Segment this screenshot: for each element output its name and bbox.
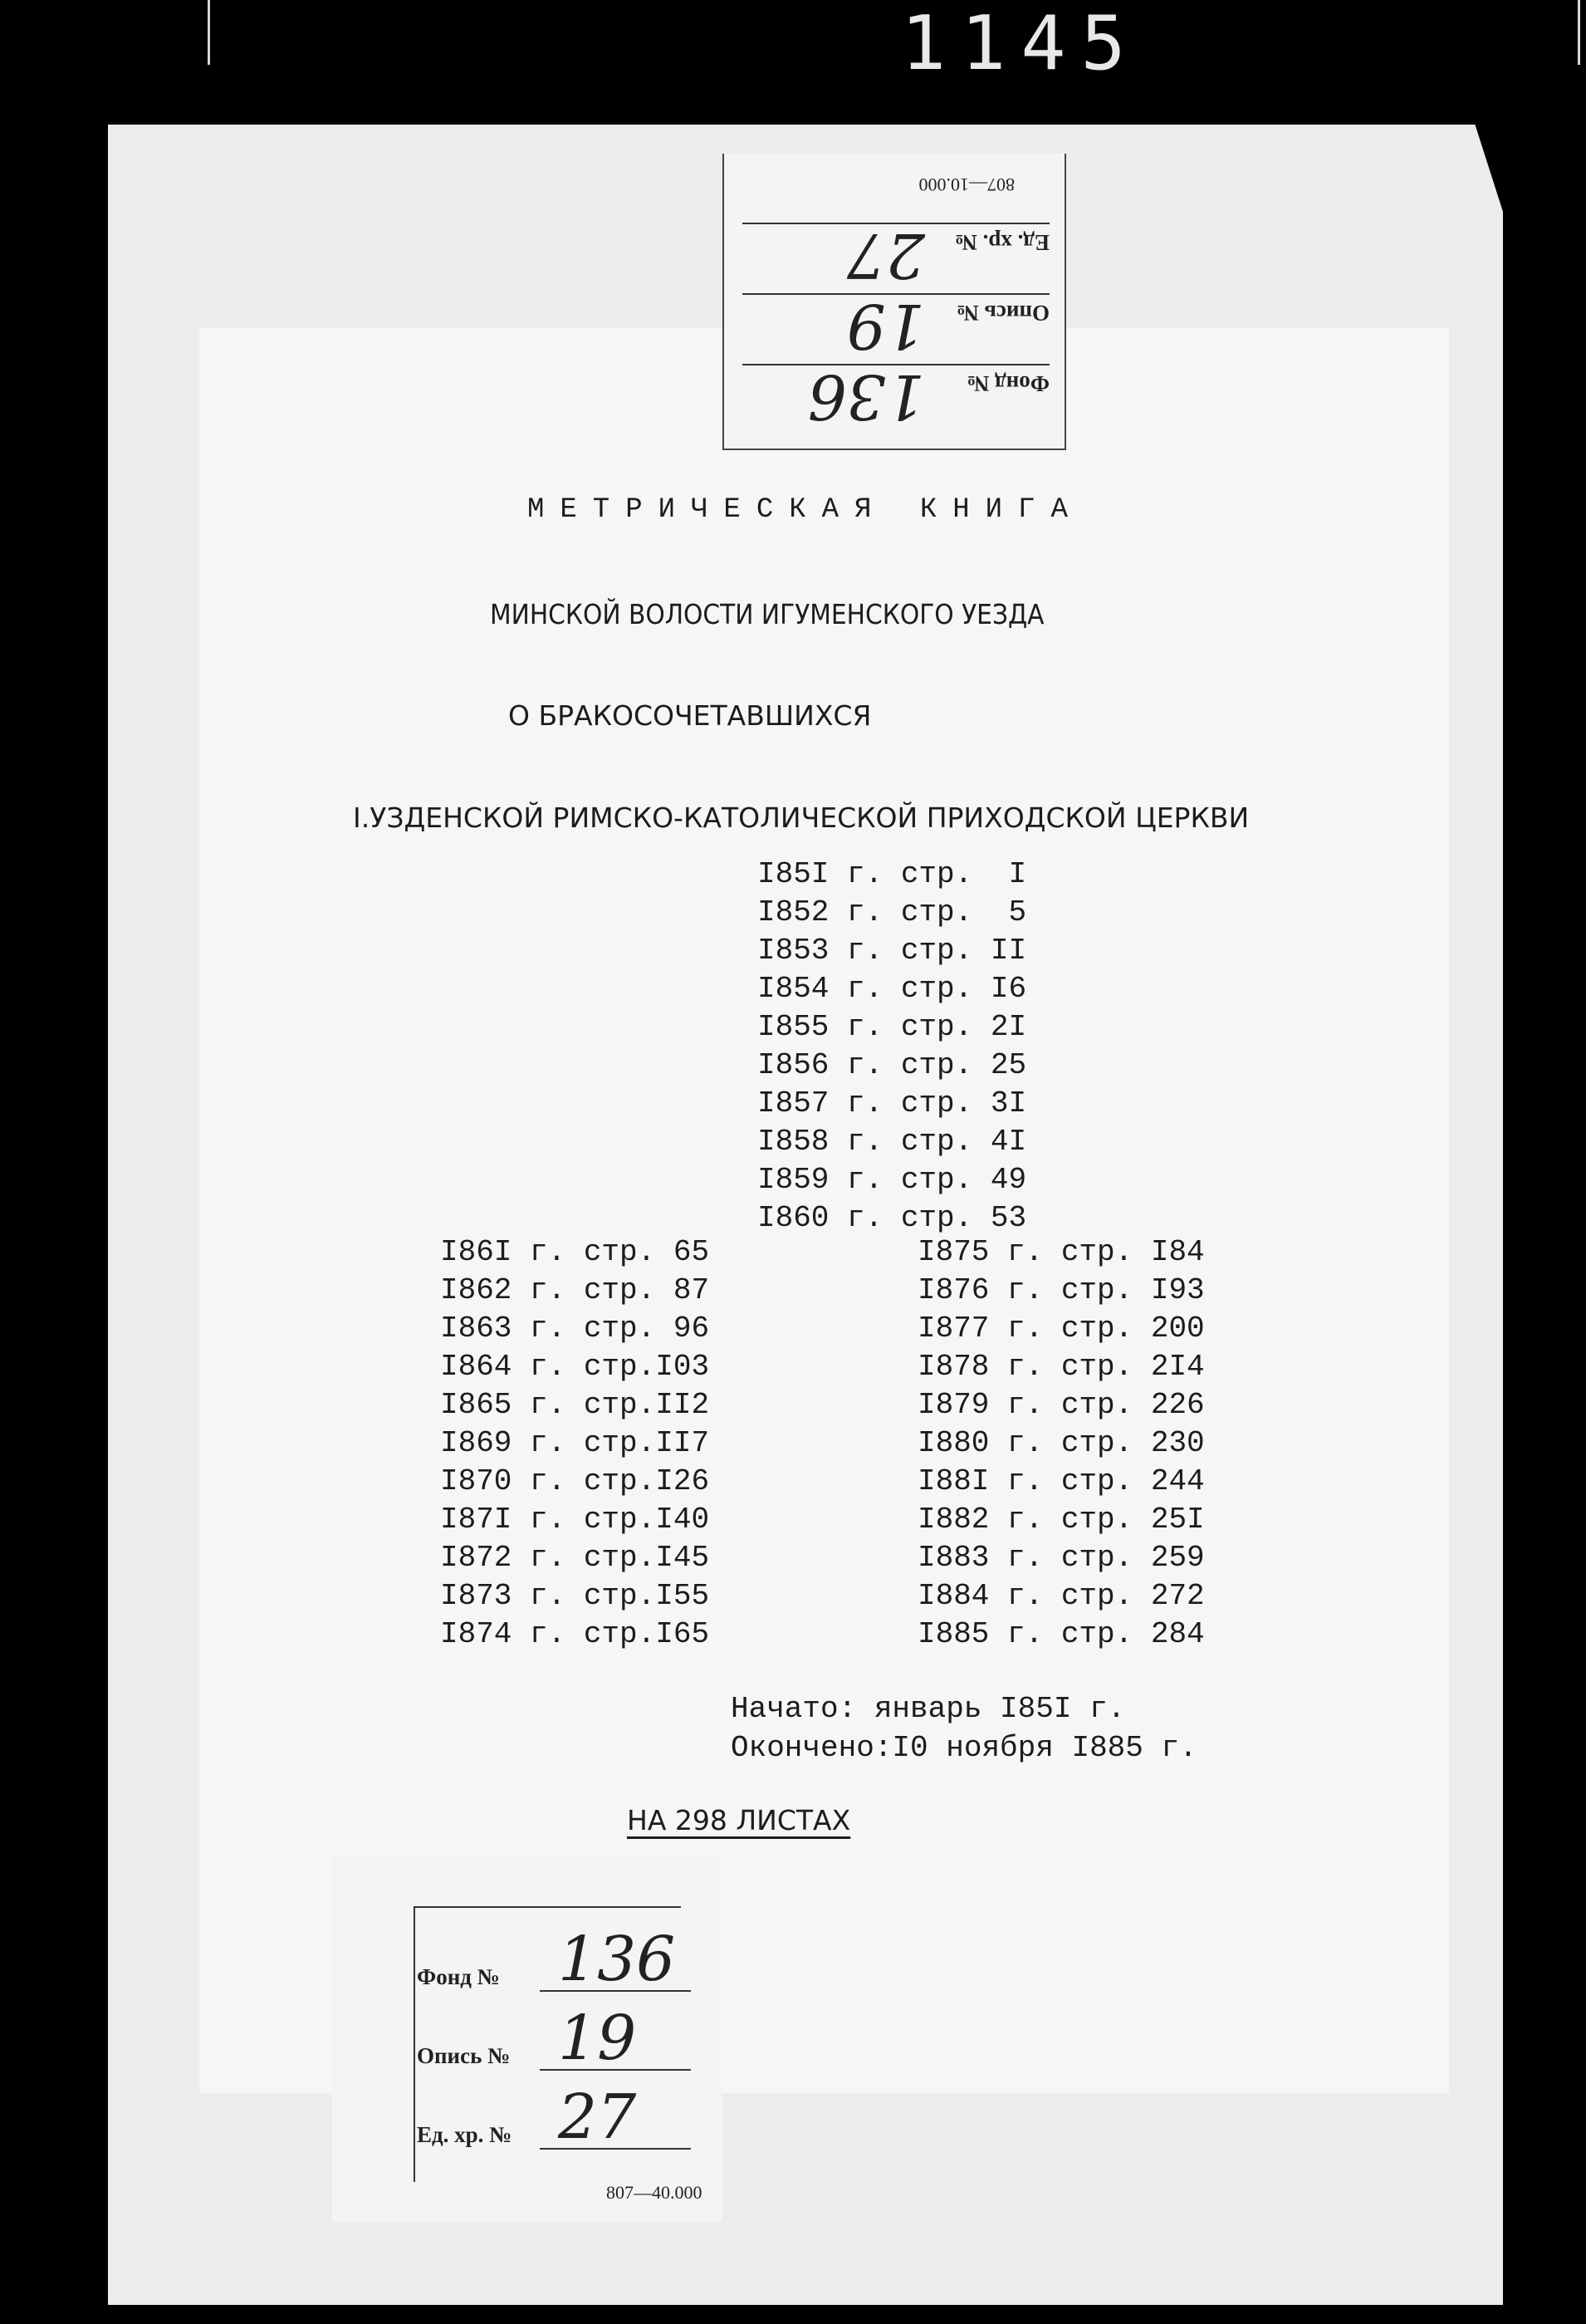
stamp-opis-label: Опись № bbox=[417, 2043, 511, 2068]
index-entry: I874 г. стр.I65 bbox=[440, 1617, 710, 1651]
stamp-opis-value: 19 bbox=[846, 290, 925, 361]
stamp-opis-row bbox=[417, 2002, 691, 2072]
stamp-unit-label: Ед. хр. № bbox=[954, 230, 1050, 255]
stamp-fond-row bbox=[742, 360, 1050, 432]
index-entry: I858 г. стр. 4I bbox=[757, 1125, 1027, 1159]
stamp-unit-label: Ед. хр. № bbox=[417, 2122, 512, 2147]
stamp-fond-value: 136 bbox=[558, 1924, 676, 1995]
index-entry: I862 г. стр. 87 bbox=[440, 1273, 710, 1307]
film-edge-line bbox=[1578, 0, 1580, 65]
index-entry: I86I г. стр. 65 bbox=[440, 1235, 710, 1269]
index-entry: I864 г. стр.I03 bbox=[440, 1350, 710, 1384]
index-entry: I873 г. стр.I55 bbox=[440, 1579, 710, 1613]
index-entry: I878 г. стр. 2I4 bbox=[918, 1350, 1205, 1384]
index-entry: I879 г. стр. 226 bbox=[918, 1388, 1205, 1422]
stamp-fond-label: Фонд № bbox=[417, 1964, 500, 1989]
stamp-unit-row bbox=[417, 2081, 691, 2151]
index-entry: I883 г. стр. 259 bbox=[918, 1541, 1205, 1575]
stamp-fond-label: Фонд № bbox=[967, 371, 1050, 396]
index-entry: I882 г. стр. 25I bbox=[918, 1503, 1205, 1537]
index-entry: I856 г. стр. 25 bbox=[757, 1048, 1027, 1082]
archive-stamp-upside-down bbox=[722, 154, 1066, 450]
sheet-count: НА 298 ЛИСТАХ bbox=[627, 1804, 851, 1836]
index-entry: I884 г. стр. 272 bbox=[918, 1579, 1205, 1613]
index-entry: I857 г. стр. 3I bbox=[757, 1086, 1027, 1120]
stamp-code: 807—10.000 bbox=[918, 174, 1015, 195]
document-subtitle-marriages: О БРАКОСОЧЕТАВШИХСЯ bbox=[508, 699, 872, 732]
index-entry: I859 г. стр. 49 bbox=[757, 1163, 1027, 1197]
index-entry: I863 г. стр. 96 bbox=[440, 1312, 710, 1346]
index-entry: I872 г. стр.I45 bbox=[440, 1541, 710, 1575]
index-entry: I885 г. стр. 284 bbox=[918, 1617, 1205, 1651]
index-entry: I876 г. стр. I93 bbox=[918, 1273, 1205, 1307]
stamp-fond-row bbox=[417, 1923, 691, 1993]
stamp-opis-row bbox=[742, 290, 1050, 361]
document-subtitle-district: МИНСКОЙ ВОЛОСТИ ИГУМЕНСКОГО УЕЗДА bbox=[490, 598, 1045, 630]
stamp-opis-label: Опись № bbox=[956, 301, 1050, 326]
index-entry: I880 г. стр. 230 bbox=[918, 1426, 1205, 1460]
document-subtitle-church: I.УЗДЕНСКОЙ РИМСКО-КАТОЛИЧЕСКОЙ ПРИХОДСКОЙ ЦЕРКВИ bbox=[353, 802, 1250, 834]
ended-date: Окончено:I0 ноября I885 г. bbox=[731, 1731, 1197, 1765]
index-entry: I865 г. стр.II2 bbox=[440, 1388, 710, 1422]
index-entry: I87I г. стр.I40 bbox=[440, 1503, 710, 1537]
index-entry: I855 г. стр. 2I bbox=[757, 1010, 1027, 1044]
stamp-fond-value: 136 bbox=[807, 360, 925, 432]
stamp-unit-value: 27 bbox=[558, 2081, 637, 2153]
stamp-opis-value: 19 bbox=[558, 2003, 637, 2074]
started-date: Начато: январь I85I г. bbox=[731, 1692, 1126, 1726]
stamp-code: 807—40.000 bbox=[606, 2182, 702, 2203]
index-entry: I869 г. стр.II7 bbox=[440, 1426, 710, 1460]
index-entry: I875 г. стр. I84 bbox=[918, 1235, 1205, 1269]
index-entry: I85I г. стр. I bbox=[757, 857, 1027, 891]
archive-stamp bbox=[332, 1856, 722, 2222]
index-entry: I877 г. стр. 200 bbox=[918, 1312, 1205, 1346]
index-entry: I870 г. стр.I26 bbox=[440, 1464, 710, 1498]
index-entry: I852 г. стр. 5 bbox=[757, 895, 1027, 929]
stamp-unit-value: 27 bbox=[846, 219, 925, 291]
index-entry: I860 г. стр. 53 bbox=[757, 1201, 1027, 1235]
index-entry: I854 г. стр. I6 bbox=[757, 972, 1027, 1006]
stamp-unit-row bbox=[742, 219, 1050, 291]
film-edge-line bbox=[208, 0, 210, 65]
document-title: МЕТРИЧЕСКАЯ КНИГА bbox=[527, 494, 1084, 526]
index-entry: I88I г. стр. 244 bbox=[918, 1464, 1205, 1498]
index-entry: I853 г. стр. II bbox=[757, 934, 1027, 968]
frame-number: 1145 bbox=[901, 0, 1141, 87]
